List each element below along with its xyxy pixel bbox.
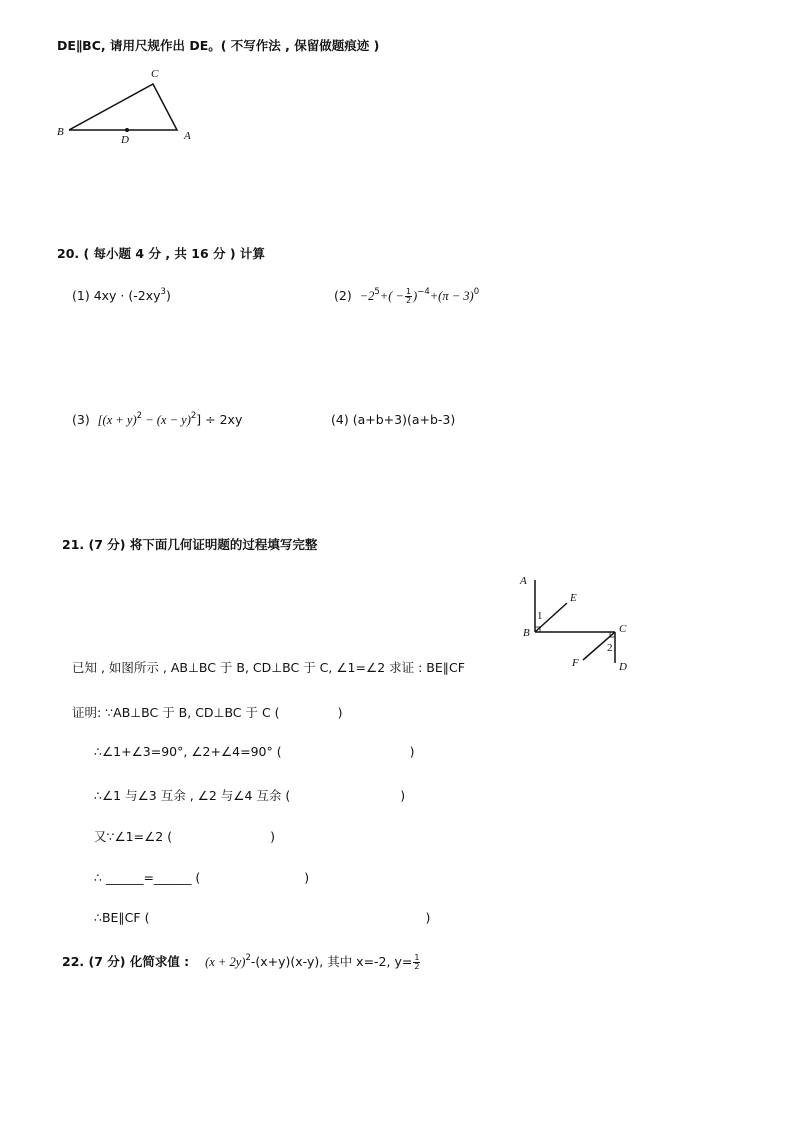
proof-line-3 <box>94 786 405 804</box>
exponent-2: 2 <box>245 953 251 963</box>
equals-sign: = <box>143 870 154 885</box>
fraction-numerator: 1 <box>405 287 412 296</box>
expression-close: ] ÷ 2xy <box>196 412 243 427</box>
q22-line <box>62 952 421 971</box>
proof-text: ∴∠1+∠3=90°, ∠2+∠4=90° ( <box>94 744 282 759</box>
label-f: F <box>572 657 579 669</box>
triangle-figure <box>50 62 210 152</box>
part-number: (1) <box>72 288 90 303</box>
answer-blank-2[interactable]: ______ <box>153 870 192 885</box>
paren-close: ) <box>400 788 406 803</box>
q20-part1 <box>72 288 171 303</box>
proof-text: 又∵∠1=∠2 ( <box>94 829 173 844</box>
paren-close: ) <box>165 288 171 303</box>
therefore-symbol: ∴ <box>94 870 102 885</box>
expression-open: +( − <box>379 289 404 303</box>
part-number: (2) <box>334 288 352 303</box>
label-d: D <box>121 134 129 146</box>
part-number: (3) <box>72 412 90 427</box>
proof-line-5 <box>94 870 309 885</box>
intro-text: DE∥BC, 请用尺规作出 DE。( 不写作法 , 保留做题痕迹 ) <box>57 38 380 53</box>
q21-title: 21. (7 分) 将下面几何证明题的过程填写完整 <box>62 537 318 552</box>
label-d: D <box>619 661 627 673</box>
q22-title: 22. (7 分) 化简求值 : <box>62 954 190 969</box>
label-angle-1: 1 <box>537 610 543 622</box>
paren-close: ) <box>304 870 310 885</box>
proof-line-6 <box>94 910 430 925</box>
expression-open: [(x + y) <box>97 413 137 427</box>
proof-text: 证明: ∵AB⊥BC 于 B, CD⊥BC 于 C ( <box>72 705 280 720</box>
fraction-half <box>413 954 420 971</box>
proof-line-2 <box>94 744 414 759</box>
expression-minus-two: −2 <box>359 289 375 303</box>
fraction-denominator: 2 <box>405 296 412 305</box>
exponent-minus4: −4 <box>417 287 430 297</box>
paren-open: ( <box>191 870 201 885</box>
expression: (a+b+3)(a+b-3) <box>352 412 456 427</box>
fraction-half <box>405 288 412 305</box>
proof-line-4 <box>94 827 275 845</box>
paren-close: ) <box>425 910 431 925</box>
q20-title: 20. ( 每小题 4 分 , 共 16 分 ) 计算 <box>57 246 265 261</box>
expression-mid: − (x − y) <box>142 413 191 427</box>
fraction-numerator: 1 <box>414 953 420 962</box>
exponent: 3 <box>160 287 166 297</box>
expression-close: ) <box>413 289 418 303</box>
parallel-proof-figure <box>510 570 640 678</box>
q20-part3 <box>72 412 242 428</box>
part-number: (4) <box>331 412 349 427</box>
expression: 4xy · (-2xy <box>93 288 161 303</box>
exponent-2a: 2 <box>136 411 143 421</box>
label-angle-2: 2 <box>607 642 613 654</box>
paren-close: ) <box>337 705 343 720</box>
fraction-denominator: 2 <box>414 962 420 971</box>
label-a: A <box>520 575 527 587</box>
label-c: C <box>619 623 627 635</box>
label-e: E <box>570 592 577 604</box>
label-c: C <box>151 68 159 80</box>
expression-open: (x + 2y) <box>205 955 246 969</box>
label-b: B <box>57 126 64 138</box>
label-a: A <box>184 130 191 142</box>
proof-text: ∴BE∥CF ( <box>94 910 150 925</box>
q21-given: 已知 , 如图所示 , AB⊥BC 于 B, CD⊥BC 于 C, ∠1=∠2 求证 : BE∥CF <box>72 660 465 675</box>
exponent-0: 0 <box>473 287 480 297</box>
paren-close: ) <box>409 744 415 759</box>
label-b: B <box>523 627 530 639</box>
paren-close: ) <box>270 829 275 844</box>
q20-part2 <box>334 288 479 305</box>
exponent-2b: 2 <box>190 411 197 421</box>
proof-text: ∴∠1 与∠3 互余 , ∠2 与∠4 互余 ( <box>94 788 291 803</box>
q20-part4 <box>331 412 455 427</box>
expression-rest: -(x+y)(x-y), 其中 x=-2, y= <box>250 954 413 969</box>
proof-line-1 <box>72 703 342 721</box>
exponent-5: 5 <box>374 287 380 297</box>
answer-blank-1[interactable]: ______ <box>105 870 144 885</box>
expression-pi: +(π − 3) <box>429 289 474 303</box>
